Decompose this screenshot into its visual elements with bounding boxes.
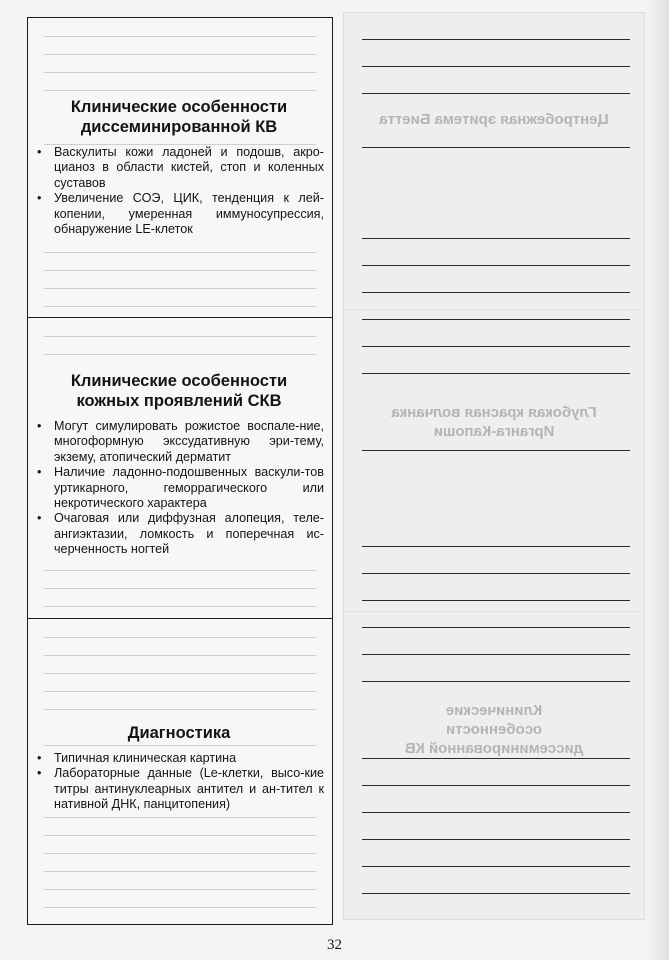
list-item-text: Могут симулировать рожистое воспале-ние, многоформную экссудативную эри-тему, экзему, атопический дерматит	[54, 419, 324, 464]
list-item-text: Лабораторные данные (Le-клетки, высо-кие титры антинуклеарных антител и ан-тител к нативной ДНК, панцитопения)	[54, 766, 324, 812]
bullet-icon: •	[37, 766, 42, 781]
list-item	[34, 751, 324, 766]
list-item	[34, 465, 324, 511]
bullet-list	[34, 751, 324, 813]
section-skin-sle	[28, 317, 332, 618]
section-title	[34, 371, 324, 411]
list-item	[34, 766, 324, 812]
ruled-notes-column	[343, 12, 645, 920]
notes-panel	[27, 17, 333, 925]
bullet-icon: •	[37, 465, 42, 480]
list-item	[34, 191, 324, 237]
bullet-list	[34, 419, 324, 558]
ghost-divider	[344, 309, 644, 310]
list-item-text: Очаговая или диффузная алопеция, теле-ангиэктазии, ломкость и поперечная ис-черченность ногтей	[54, 511, 324, 557]
section-disseminated-kv	[28, 18, 332, 317]
section-title	[34, 723, 324, 743]
bleed-through-title: Клинические особенности диссеминированной КВ	[404, 702, 584, 757]
bullet-icon: •	[37, 751, 42, 765]
section-diagnostics	[28, 618, 332, 924]
section-content	[34, 723, 324, 813]
list-item	[34, 145, 324, 191]
bullet-icon: •	[37, 145, 42, 159]
page-edge-shadow	[645, 0, 669, 960]
ghost-divider	[344, 611, 644, 612]
list-item-text: Типичная клиническая картина	[54, 751, 237, 765]
list-item	[34, 511, 324, 557]
title-line-2: кожных проявлений СКВ	[76, 392, 282, 410]
bleed-through-title: Центробежная эритема Биетта	[379, 111, 609, 128]
section-title	[34, 97, 324, 137]
list-item-text: Наличие ладонно-подошвенных васкули-тов уртикарного, геморрагического или некротического характера	[54, 465, 324, 511]
title-line-1: Клинические особенности	[70, 98, 288, 116]
title-line-1: Клинические особенности	[70, 372, 288, 390]
section-content	[34, 371, 324, 558]
list-item	[34, 419, 324, 465]
bullet-list	[34, 145, 324, 237]
list-item-text: Увеличение СОЭ, ЦИК, тенденция к лей-копении, умеренная иммуносупрессия, обнаружение LE-клеток	[54, 191, 324, 237]
section-content	[34, 97, 324, 237]
title-line-1: Диагностика	[127, 724, 231, 742]
title-line-2: диссеминированной КВ	[80, 118, 278, 136]
bullet-icon: •	[37, 419, 42, 433]
bleed-through-title: Глубокая красная волчанка Ирганга-Капоши	[391, 404, 597, 440]
bullet-icon: •	[37, 191, 42, 206]
list-item-text: Васкулиты кожи ладоней и подошв, акро-цианоз в области кистей, стоп и коленных суставов	[54, 145, 324, 190]
page-number: 32	[327, 937, 342, 953]
bullet-icon: •	[37, 511, 42, 526]
